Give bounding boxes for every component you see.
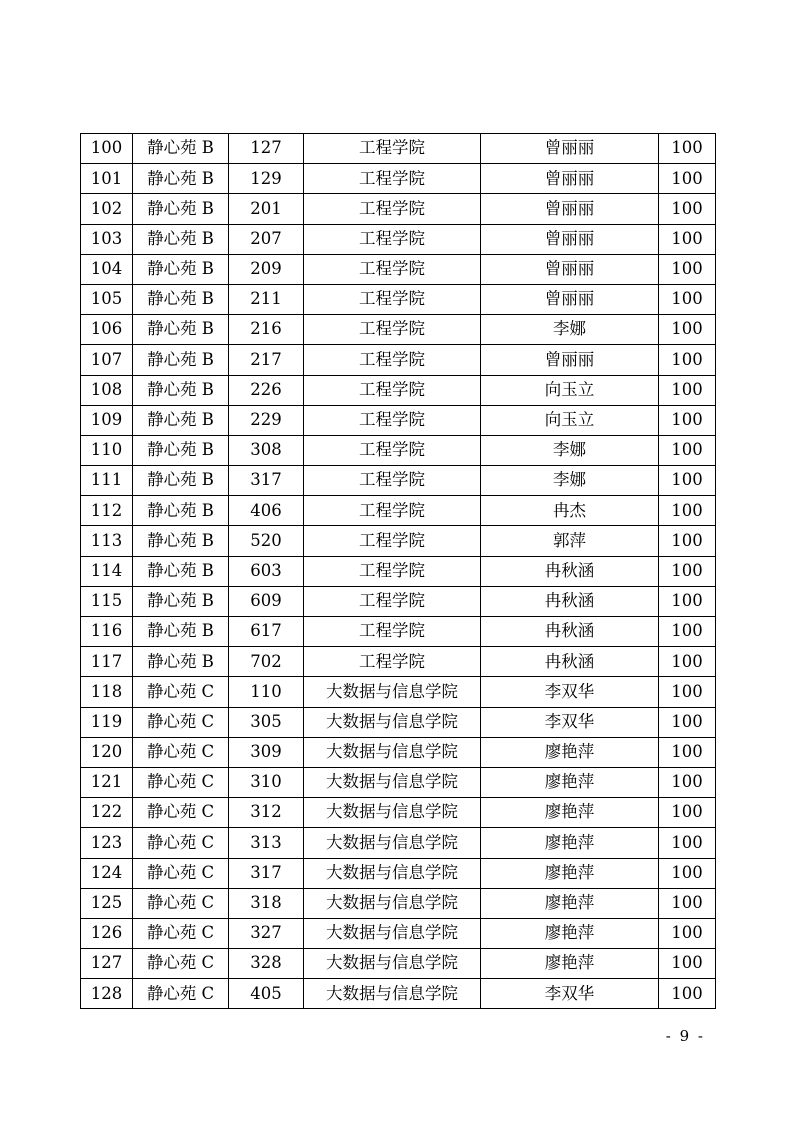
building-cell: 静心苑 C <box>133 949 229 979</box>
room-cell: 216 <box>229 315 304 345</box>
college-cell: 大数据与信息学院 <box>304 767 481 797</box>
score-cell: 100 <box>659 375 716 405</box>
room-cell: 201 <box>229 194 304 224</box>
person-cell: 冉杰 <box>481 496 659 526</box>
person-cell: 廖艳萍 <box>481 737 659 767</box>
row-index-cell: 120 <box>81 737 133 767</box>
score-cell: 100 <box>659 586 716 616</box>
score-cell: 100 <box>659 254 716 284</box>
row-index-cell: 100 <box>81 134 133 164</box>
building-cell: 静心苑 B <box>133 284 229 314</box>
table-row <box>81 345 716 375</box>
room-cell: 310 <box>229 767 304 797</box>
college-cell: 工程学院 <box>304 496 481 526</box>
score-cell: 100 <box>659 828 716 858</box>
table-row <box>81 798 716 828</box>
person-cell: 曾丽丽 <box>481 345 659 375</box>
score-cell: 100 <box>659 707 716 737</box>
room-cell: 603 <box>229 556 304 586</box>
score-cell: 100 <box>659 677 716 707</box>
row-index-cell: 121 <box>81 767 133 797</box>
building-cell: 静心苑 B <box>133 617 229 647</box>
college-cell: 工程学院 <box>304 345 481 375</box>
person-cell: 李娜 <box>481 315 659 345</box>
row-index-cell: 109 <box>81 405 133 435</box>
score-cell: 100 <box>659 617 716 647</box>
person-cell: 廖艳萍 <box>481 858 659 888</box>
person-cell: 李娜 <box>481 435 659 465</box>
row-index-cell: 112 <box>81 496 133 526</box>
score-cell: 100 <box>659 284 716 314</box>
room-cell: 328 <box>229 949 304 979</box>
college-cell: 工程学院 <box>304 164 481 194</box>
person-cell: 廖艳萍 <box>481 918 659 948</box>
room-cell: 207 <box>229 224 304 254</box>
college-cell: 工程学院 <box>304 586 481 616</box>
building-cell: 静心苑 C <box>133 798 229 828</box>
score-cell: 100 <box>659 918 716 948</box>
college-cell: 大数据与信息学院 <box>304 677 481 707</box>
table-row <box>81 707 716 737</box>
college-cell: 工程学院 <box>304 526 481 556</box>
score-cell: 100 <box>659 435 716 465</box>
building-cell: 静心苑 B <box>133 405 229 435</box>
room-cell: 309 <box>229 737 304 767</box>
table-row <box>81 617 716 647</box>
score-cell: 100 <box>659 526 716 556</box>
person-cell: 冉秋涵 <box>481 647 659 677</box>
score-cell: 100 <box>659 466 716 496</box>
college-cell: 工程学院 <box>304 556 481 586</box>
room-cell: 312 <box>229 798 304 828</box>
table-row <box>81 979 716 1009</box>
room-cell: 318 <box>229 888 304 918</box>
college-cell: 大数据与信息学院 <box>304 737 481 767</box>
row-index-cell: 102 <box>81 194 133 224</box>
table-row <box>81 194 716 224</box>
table-row <box>81 496 716 526</box>
college-cell: 工程学院 <box>304 134 481 164</box>
building-cell: 静心苑 B <box>133 134 229 164</box>
table-row <box>81 405 716 435</box>
row-index-cell: 126 <box>81 918 133 948</box>
room-cell: 317 <box>229 858 304 888</box>
college-cell: 大数据与信息学院 <box>304 918 481 948</box>
table-row <box>81 586 716 616</box>
building-cell: 静心苑 C <box>133 918 229 948</box>
score-cell: 100 <box>659 345 716 375</box>
room-cell: 702 <box>229 647 304 677</box>
score-cell: 100 <box>659 224 716 254</box>
row-index-cell: 119 <box>81 707 133 737</box>
row-index-cell: 117 <box>81 647 133 677</box>
score-cell: 100 <box>659 767 716 797</box>
building-cell: 静心苑 B <box>133 194 229 224</box>
person-cell: 李双华 <box>481 677 659 707</box>
person-cell: 冉秋涵 <box>481 617 659 647</box>
score-cell: 100 <box>659 979 716 1009</box>
room-cell: 609 <box>229 586 304 616</box>
college-cell: 工程学院 <box>304 254 481 284</box>
table-row <box>81 254 716 284</box>
building-cell: 静心苑 C <box>133 979 229 1009</box>
room-cell: 110 <box>229 677 304 707</box>
table-row <box>81 918 716 948</box>
college-cell: 工程学院 <box>304 194 481 224</box>
score-cell: 100 <box>659 164 716 194</box>
person-cell: 廖艳萍 <box>481 828 659 858</box>
row-index-cell: 110 <box>81 435 133 465</box>
table-row <box>81 134 716 164</box>
row-index-cell: 124 <box>81 858 133 888</box>
person-cell: 李双华 <box>481 707 659 737</box>
table-row <box>81 767 716 797</box>
person-cell: 郭萍 <box>481 526 659 556</box>
room-cell: 308 <box>229 435 304 465</box>
building-cell: 静心苑 C <box>133 888 229 918</box>
room-cell: 313 <box>229 828 304 858</box>
table-row <box>81 466 716 496</box>
college-cell: 大数据与信息学院 <box>304 798 481 828</box>
college-cell: 大数据与信息学院 <box>304 828 481 858</box>
row-index-cell: 104 <box>81 254 133 284</box>
college-cell: 大数据与信息学院 <box>304 888 481 918</box>
table-row <box>81 858 716 888</box>
row-index-cell: 122 <box>81 798 133 828</box>
page-number: - 9 - <box>665 1027 705 1045</box>
building-cell: 静心苑 B <box>133 315 229 345</box>
building-cell: 静心苑 B <box>133 345 229 375</box>
score-cell: 100 <box>659 647 716 677</box>
building-cell: 静心苑 B <box>133 375 229 405</box>
room-cell: 129 <box>229 164 304 194</box>
table-row <box>81 677 716 707</box>
score-cell: 100 <box>659 134 716 164</box>
table-row <box>81 828 716 858</box>
room-cell: 217 <box>229 345 304 375</box>
person-cell: 曾丽丽 <box>481 164 659 194</box>
person-cell: 曾丽丽 <box>481 134 659 164</box>
row-index-cell: 111 <box>81 466 133 496</box>
room-cell: 327 <box>229 918 304 948</box>
person-cell: 向玉立 <box>481 405 659 435</box>
person-cell: 曾丽丽 <box>481 194 659 224</box>
room-cell: 520 <box>229 526 304 556</box>
row-index-cell: 108 <box>81 375 133 405</box>
row-index-cell: 101 <box>81 164 133 194</box>
row-index-cell: 125 <box>81 888 133 918</box>
person-cell: 廖艳萍 <box>481 949 659 979</box>
college-cell: 工程学院 <box>304 315 481 345</box>
room-cell: 405 <box>229 979 304 1009</box>
table-row <box>81 375 716 405</box>
building-cell: 静心苑 B <box>133 556 229 586</box>
building-cell: 静心苑 C <box>133 707 229 737</box>
row-index-cell: 113 <box>81 526 133 556</box>
score-cell: 100 <box>659 556 716 586</box>
college-cell: 工程学院 <box>304 647 481 677</box>
room-cell: 209 <box>229 254 304 284</box>
table-row <box>81 164 716 194</box>
score-cell: 100 <box>659 888 716 918</box>
college-cell: 工程学院 <box>304 224 481 254</box>
row-index-cell: 105 <box>81 284 133 314</box>
person-cell: 曾丽丽 <box>481 284 659 314</box>
row-index-cell: 128 <box>81 979 133 1009</box>
building-cell: 静心苑 B <box>133 586 229 616</box>
score-cell: 100 <box>659 496 716 526</box>
score-cell: 100 <box>659 949 716 979</box>
table-row <box>81 888 716 918</box>
person-cell: 廖艳萍 <box>481 767 659 797</box>
college-cell: 大数据与信息学院 <box>304 707 481 737</box>
table-row <box>81 315 716 345</box>
table-row <box>81 435 716 465</box>
building-cell: 静心苑 C <box>133 737 229 767</box>
room-cell: 229 <box>229 405 304 435</box>
room-cell: 406 <box>229 496 304 526</box>
row-index-cell: 115 <box>81 586 133 616</box>
college-cell: 大数据与信息学院 <box>304 949 481 979</box>
building-cell: 静心苑 C <box>133 828 229 858</box>
college-cell: 大数据与信息学院 <box>304 858 481 888</box>
score-cell: 100 <box>659 405 716 435</box>
row-index-cell: 123 <box>81 828 133 858</box>
room-cell: 305 <box>229 707 304 737</box>
row-index-cell: 118 <box>81 677 133 707</box>
building-cell: 静心苑 C <box>133 858 229 888</box>
college-cell: 工程学院 <box>304 466 481 496</box>
college-cell: 工程学院 <box>304 405 481 435</box>
table-row <box>81 737 716 767</box>
room-cell: 226 <box>229 375 304 405</box>
table-row <box>81 556 716 586</box>
table-row <box>81 526 716 556</box>
room-cell: 211 <box>229 284 304 314</box>
person-cell: 李双华 <box>481 979 659 1009</box>
table-row <box>81 224 716 254</box>
row-index-cell: 114 <box>81 556 133 586</box>
college-cell: 工程学院 <box>304 284 481 314</box>
score-cell: 100 <box>659 858 716 888</box>
building-cell: 静心苑 B <box>133 647 229 677</box>
college-cell: 大数据与信息学院 <box>304 979 481 1009</box>
dorm-score-table <box>80 133 716 1009</box>
row-index-cell: 106 <box>81 315 133 345</box>
person-cell: 廖艳萍 <box>481 888 659 918</box>
college-cell: 工程学院 <box>304 617 481 647</box>
college-cell: 工程学院 <box>304 435 481 465</box>
building-cell: 静心苑 B <box>133 526 229 556</box>
row-index-cell: 127 <box>81 949 133 979</box>
building-cell: 静心苑 B <box>133 435 229 465</box>
person-cell: 向玉立 <box>481 375 659 405</box>
score-cell: 100 <box>659 737 716 767</box>
room-cell: 127 <box>229 134 304 164</box>
row-index-cell: 116 <box>81 617 133 647</box>
building-cell: 静心苑 B <box>133 224 229 254</box>
building-cell: 静心苑 B <box>133 254 229 284</box>
table-row <box>81 647 716 677</box>
person-cell: 李娜 <box>481 466 659 496</box>
row-index-cell: 107 <box>81 345 133 375</box>
person-cell: 冉秋涵 <box>481 586 659 616</box>
building-cell: 静心苑 C <box>133 767 229 797</box>
person-cell: 冉秋涵 <box>481 556 659 586</box>
table-row <box>81 284 716 314</box>
building-cell: 静心苑 C <box>133 677 229 707</box>
person-cell: 曾丽丽 <box>481 254 659 284</box>
college-cell: 工程学院 <box>304 375 481 405</box>
building-cell: 静心苑 B <box>133 496 229 526</box>
building-cell: 静心苑 B <box>133 466 229 496</box>
room-cell: 617 <box>229 617 304 647</box>
row-index-cell: 103 <box>81 224 133 254</box>
room-cell: 317 <box>229 466 304 496</box>
table-body <box>81 134 716 1009</box>
person-cell: 曾丽丽 <box>481 224 659 254</box>
score-cell: 100 <box>659 194 716 224</box>
score-cell: 100 <box>659 798 716 828</box>
score-cell: 100 <box>659 315 716 345</box>
table-row <box>81 949 716 979</box>
building-cell: 静心苑 B <box>133 164 229 194</box>
person-cell: 廖艳萍 <box>481 798 659 828</box>
